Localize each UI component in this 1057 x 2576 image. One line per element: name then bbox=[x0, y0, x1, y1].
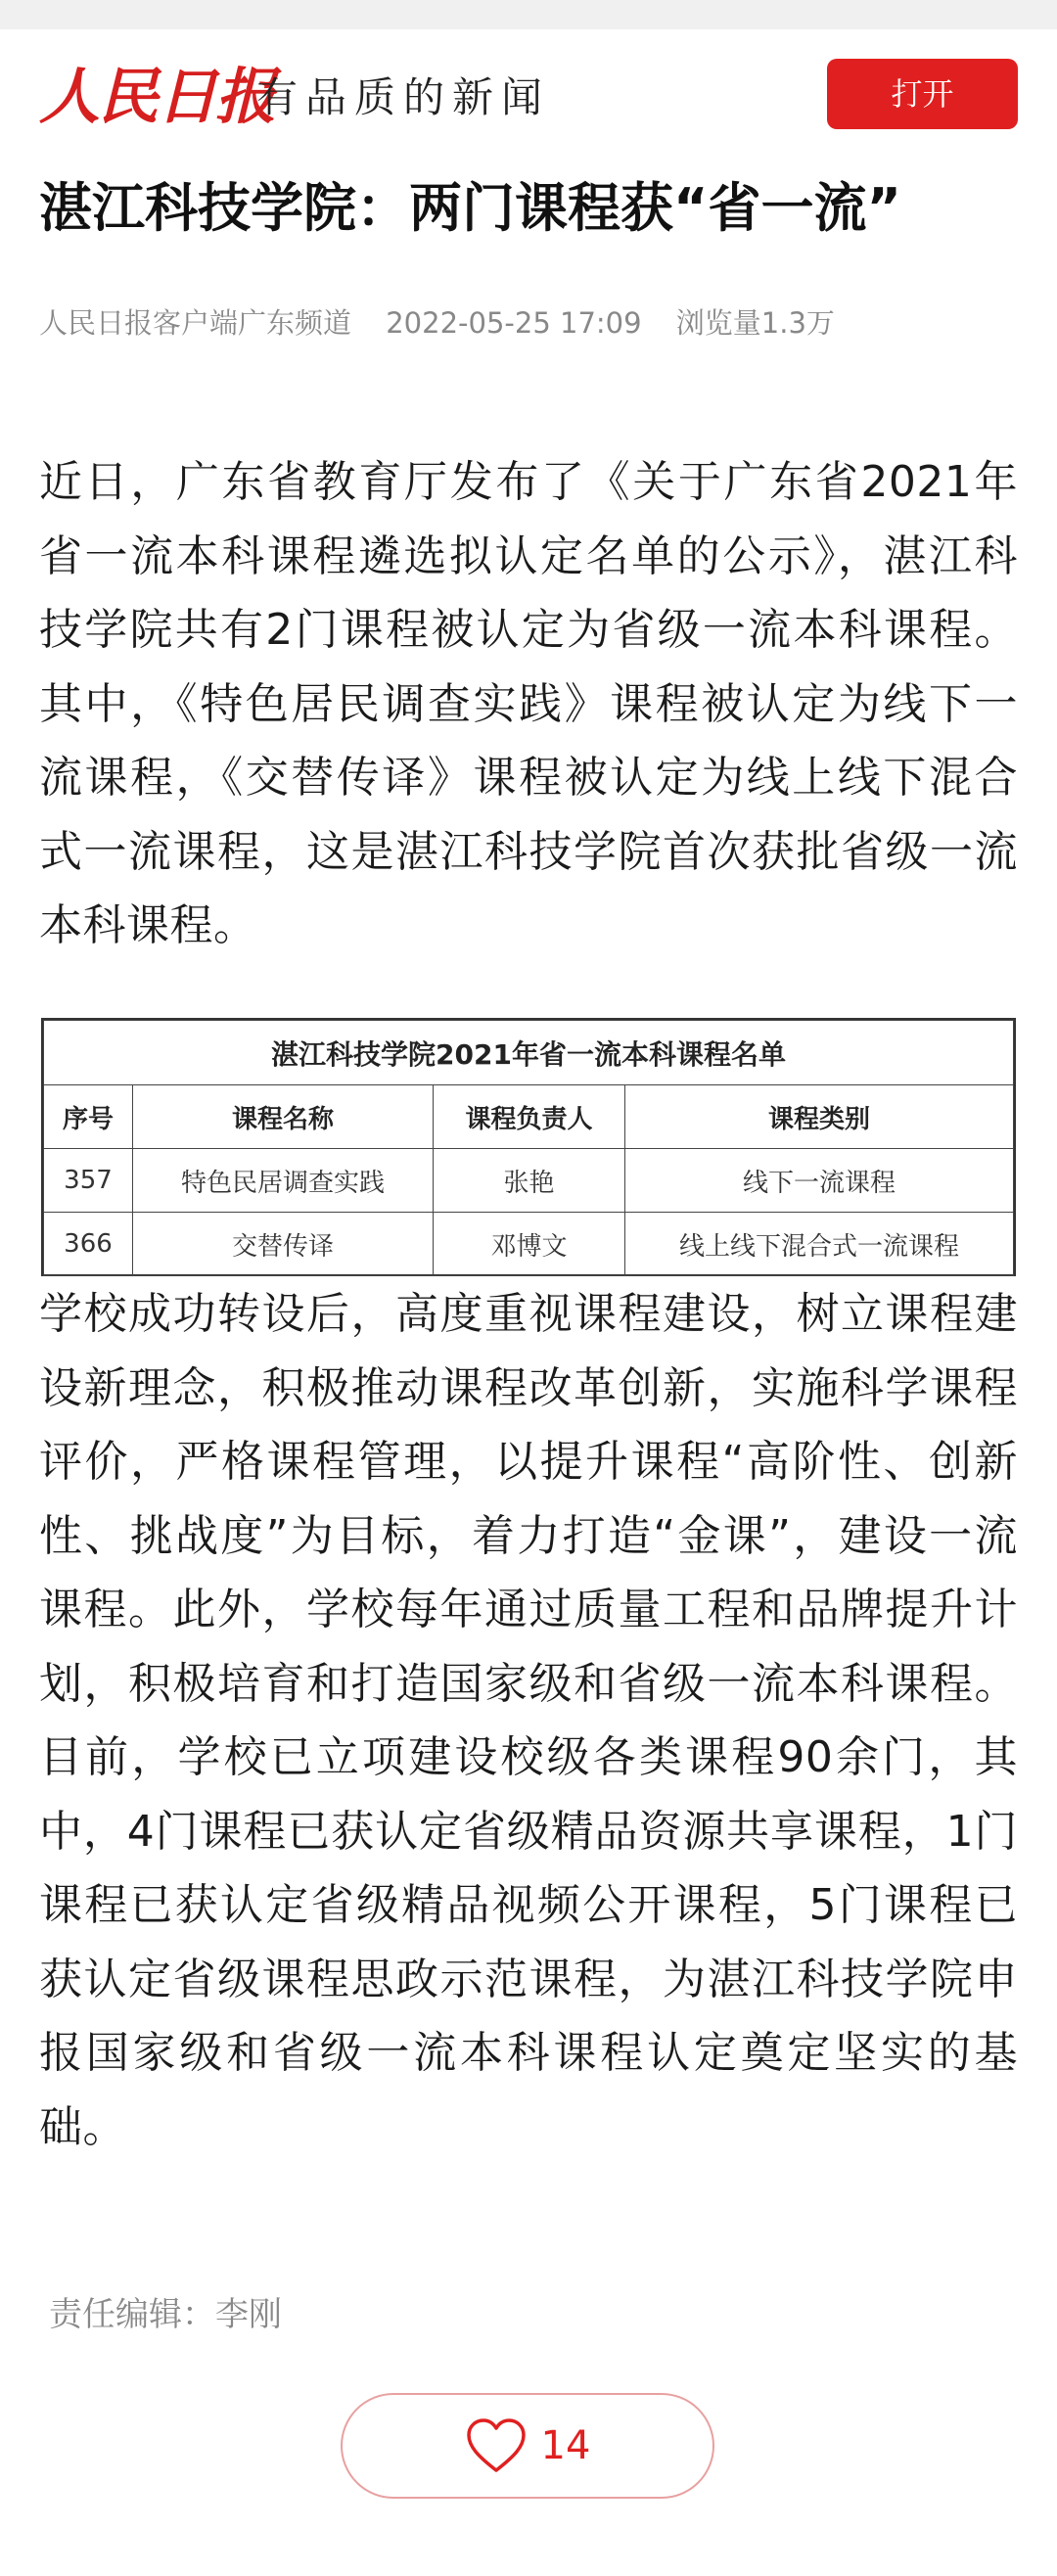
status-bar bbox=[0, 0, 1057, 29]
table-caption: 湛江科技学院2021年省一流本科课程名单 bbox=[44, 1021, 1014, 1085]
article-datetime: 2022-05-25 17:09 bbox=[386, 306, 642, 340]
table-cell: 线下一流课程 bbox=[625, 1149, 1014, 1213]
like-count: 14 bbox=[540, 2423, 591, 2468]
like-button[interactable] bbox=[341, 2393, 714, 2499]
table-cell: 357 bbox=[44, 1149, 133, 1213]
article-title: 湛江科技学院：两门课程获“省一流” bbox=[39, 177, 901, 239]
responsible-editor: 责任编辑：李刚 bbox=[49, 2295, 282, 2334]
table-cell: 交替传译 bbox=[133, 1213, 434, 1276]
open-app-button[interactable]: 打开 bbox=[827, 59, 1018, 129]
table-cell: 366 bbox=[44, 1213, 133, 1276]
table-header-cell: 课程名称 bbox=[133, 1085, 434, 1149]
article-paragraph-1: 近日，广东省教育厅发布了《关于广东省2021年省一流本科课程遴选拟认定名单的公示》，湛江科技学院共有2门课程被认定为省级一流本科课程。其中，《特色居民调查实践》课程被认定为线下一流课程，《交替传译》课程被认定为线上线下混合式一流课程，这是湛江科技学院首次获批省级一流本科课程。 bbox=[39, 457, 1018, 950]
table-row bbox=[44, 1213, 1014, 1276]
table-cell: 特色民居调查实践 bbox=[133, 1149, 434, 1213]
table-cell: 线上线下混合式一流课程 bbox=[625, 1213, 1014, 1276]
app-header bbox=[0, 29, 1057, 157]
table-row bbox=[44, 1149, 1014, 1213]
table-header-cell: 序号 bbox=[44, 1085, 133, 1149]
article-meta bbox=[39, 301, 1028, 345]
slogan: 有品质的新闻 bbox=[256, 73, 551, 121]
people-daily-logo: 人民日报 bbox=[39, 61, 275, 132]
article-views: 浏览量1.3万 bbox=[675, 306, 835, 340]
table-header-cell: 课程类别 bbox=[625, 1085, 1014, 1149]
article-source: 人民日报客户端广东频道 bbox=[39, 306, 352, 340]
table-cell: 张艳 bbox=[434, 1149, 625, 1213]
course-list-table bbox=[41, 1018, 1016, 1276]
table-cell: 邓博文 bbox=[434, 1213, 625, 1276]
table-header-row bbox=[44, 1085, 1014, 1149]
heart-icon bbox=[465, 2417, 528, 2474]
article-paragraph-2: 学校成功转设后，高度重视课程建设，树立课程建设新理念，积极推动课程改革创新，实施科学课程评价，严格课程管理，以提升课程“高阶性、创新性、挑战度”为目标，着力打造“金课”，建设一流课程。此外，学校每年通过质量工程和品牌提升计划，积极培育和打造国家级和省级一流本科课程。目前，学校已立项建设校级各类课程90余门，其中，4门课程已获认定省级精品资源共享课程，1门课程已获认定省级精品视频公开课程，5门课程已获认定省级课程思政示范课程，为湛江科技学院申报国家级和省级一流本科课程认定奠定坚实的基础。 bbox=[39, 1289, 1018, 2152]
table-header-cell: 课程负责人 bbox=[434, 1085, 625, 1149]
